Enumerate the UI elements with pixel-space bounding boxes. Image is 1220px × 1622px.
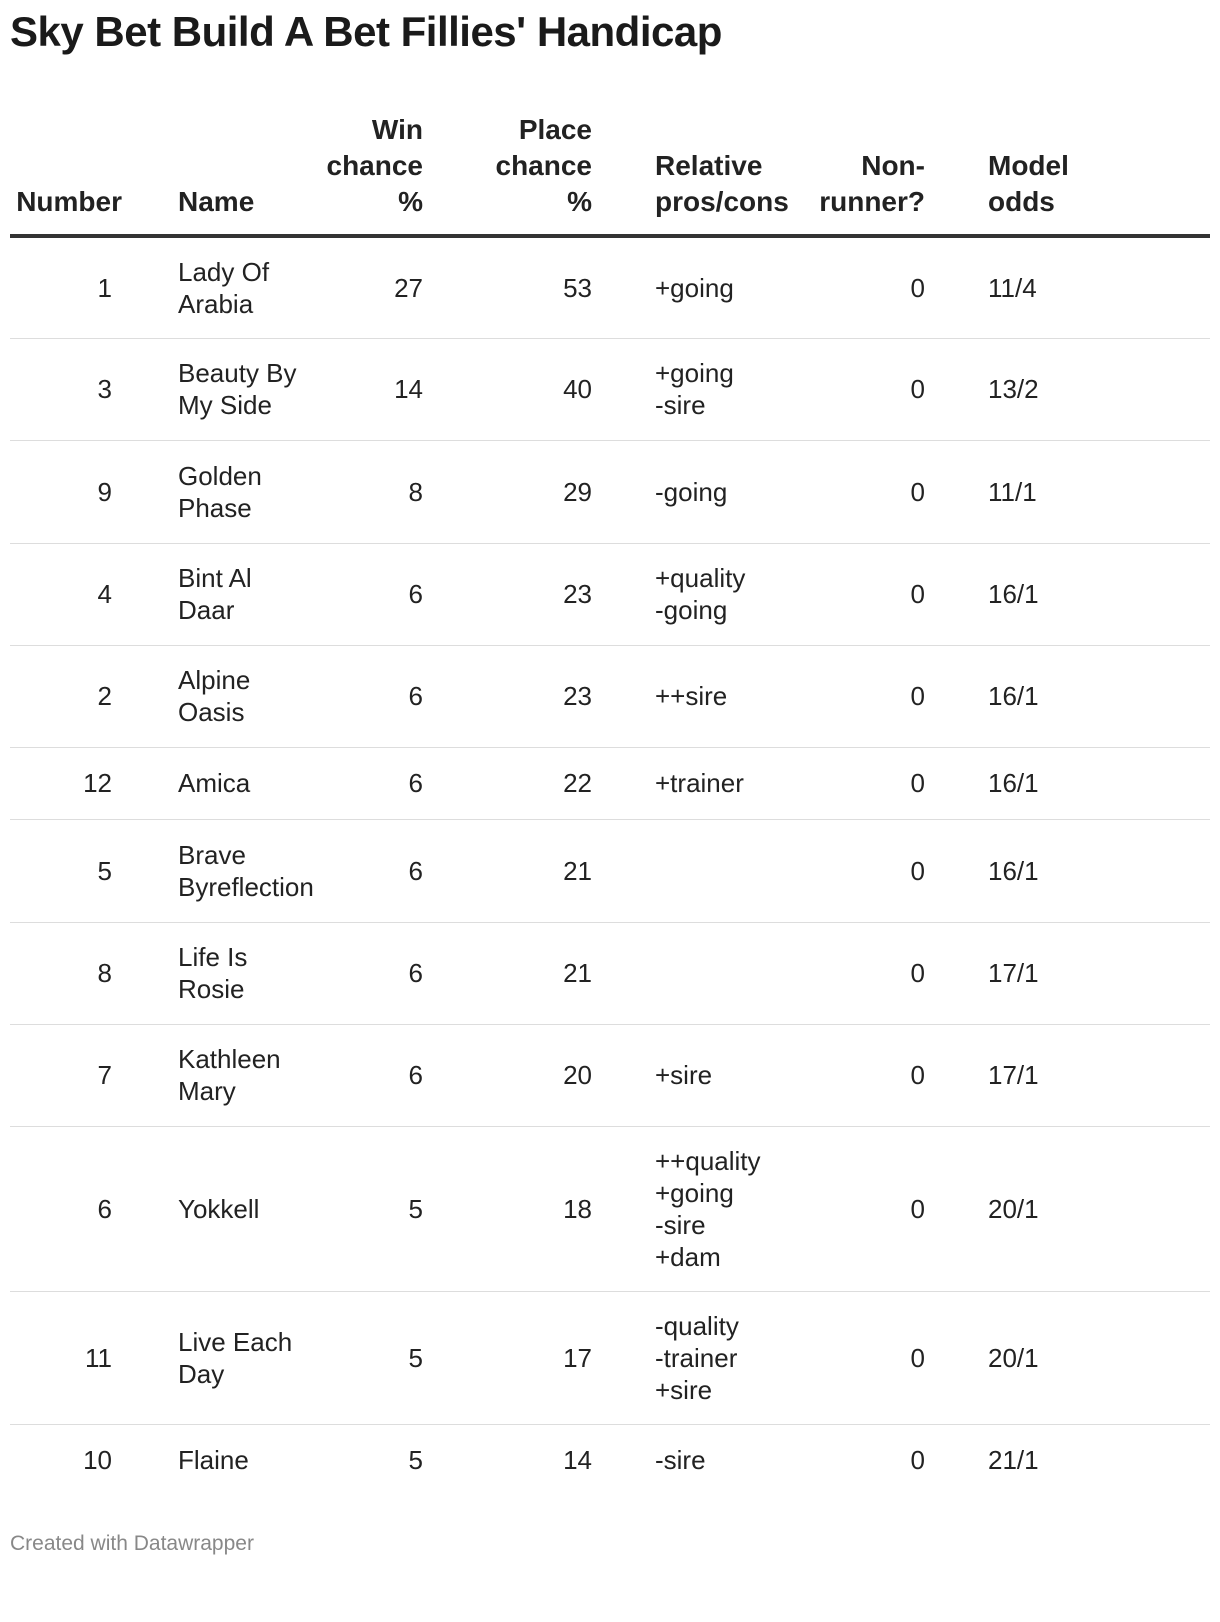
column-header-line: Name	[178, 186, 255, 217]
cell-number: 12	[10, 747, 122, 819]
cell-nonrunner: 0	[780, 1126, 925, 1291]
cell-relative	[592, 1126, 780, 1291]
column-header-line: Model	[988, 150, 1069, 181]
cell-nonrunner: 0	[780, 440, 925, 543]
cell-odds: 13/2	[925, 338, 1210, 440]
column-header-number	[10, 112, 122, 236]
table-row	[10, 1424, 1210, 1496]
cell-number: 10	[83, 1445, 112, 1476]
cell-relative	[592, 1024, 780, 1126]
cell-nonrunner: 0	[780, 819, 925, 922]
cell-line: +trainer	[655, 768, 744, 798]
column-header-place	[423, 112, 592, 236]
cell-nonrunner: 0	[780, 338, 925, 440]
cell-line: Alpine	[178, 665, 251, 695]
column-header-win	[300, 112, 423, 236]
cell-name	[122, 236, 300, 338]
cell-win: 8	[300, 440, 423, 543]
cell-name	[122, 1424, 300, 1496]
cell-relative	[592, 645, 780, 747]
cell-line: Amica	[178, 768, 251, 798]
cell-number: 6	[10, 1126, 122, 1291]
cell-line: +dam	[655, 1241, 721, 1272]
cell-relative	[592, 747, 780, 819]
cell-line: Rosie	[178, 974, 245, 1004]
cell-number: 7	[10, 1024, 122, 1126]
column-header-line: Non-	[861, 150, 925, 181]
cell-line: Flaine	[178, 1445, 249, 1476]
cell-number: 5	[10, 819, 122, 922]
table-row	[10, 1126, 1210, 1291]
cell-name	[122, 1024, 300, 1126]
cell-place: 21	[423, 819, 592, 922]
cell-line: +going	[655, 272, 734, 303]
footer-credit: Created with Datawrapper	[10, 1532, 254, 1555]
cell-name	[122, 1291, 300, 1424]
cell-place: 18	[423, 1126, 592, 1291]
cell-line: Oasis	[178, 697, 245, 727]
cell-name	[122, 819, 314, 922]
cell-number: 3	[10, 338, 122, 440]
cell-number: 11	[10, 1291, 122, 1424]
cell-name	[122, 440, 300, 543]
cell-line: -going	[655, 595, 728, 625]
cell-line: +sire	[655, 1060, 713, 1090]
cell-line: Bint Al Daar	[178, 563, 252, 625]
cell-nonrunner: 0	[780, 543, 925, 645]
cell-win: 5	[300, 1126, 423, 1291]
cell-odds: 20/1	[925, 1291, 1210, 1424]
column-header-line: odds	[988, 186, 1055, 217]
cell-win: 6	[300, 645, 423, 747]
header-row	[10, 112, 1210, 236]
cell-line: -sire	[655, 1445, 706, 1476]
cell-relative	[592, 1291, 780, 1424]
column-header-odds	[925, 112, 1210, 236]
table-row	[10, 338, 1210, 440]
cell-nonrunner: 0	[780, 747, 925, 819]
cell-odds: 17/1	[925, 922, 1210, 1024]
cell-nonrunner: 0	[780, 645, 925, 747]
cell-line: ++quality	[655, 1145, 761, 1176]
cell-line: My Side	[178, 390, 272, 420]
cell-line: +going	[655, 358, 734, 388]
cell-line: -going	[655, 476, 728, 507]
column-header-line: Place	[518, 114, 592, 145]
cell-place: 40	[423, 338, 592, 440]
cell-place: 17	[423, 1291, 592, 1424]
cell-nonrunner: 0	[780, 1291, 925, 1424]
table-row	[10, 1291, 1210, 1424]
column-header-line: Win	[371, 114, 423, 145]
cell-odds: 17/1	[925, 1024, 1210, 1126]
cell-line: Arabia	[178, 288, 254, 319]
cell-line: -sire	[655, 390, 706, 420]
column-header-nonrunner	[780, 112, 925, 236]
column-header-line: Number	[16, 186, 122, 217]
table-row	[10, 440, 1210, 543]
cell-name	[122, 543, 300, 645]
column-header-line: runner?	[819, 186, 925, 217]
cell-odds: 11/1	[925, 440, 1210, 543]
cell-place: 29	[423, 440, 592, 543]
runners-table	[10, 112, 1210, 1496]
cell-name	[122, 645, 300, 747]
column-header-line: %	[398, 186, 423, 217]
cell-name	[122, 922, 300, 1024]
cell-line: Live Each	[178, 1326, 293, 1357]
column-header-line: pros/cons	[655, 186, 789, 217]
column-header-name	[122, 112, 300, 236]
table-header	[10, 112, 1210, 236]
cell-relative	[592, 922, 780, 1024]
table-row	[10, 922, 1210, 1024]
cell-place: 53	[423, 236, 592, 338]
table-row	[10, 1024, 1210, 1126]
cell-line: +sire	[655, 1374, 713, 1405]
cell-line: +quality	[655, 563, 746, 593]
cell-odds: 20/1	[925, 1126, 1210, 1291]
cell-nonrunner: 0	[910, 1445, 925, 1476]
cell-relative	[592, 1424, 780, 1496]
cell-odds: 16/1	[925, 747, 1210, 819]
cell-win: 14	[300, 338, 423, 440]
cell-line: Day	[178, 1358, 225, 1389]
cell-place: 22	[423, 747, 592, 819]
cell-name	[122, 1126, 300, 1291]
column-header-line: Relative	[655, 150, 763, 181]
column-header-relative	[592, 112, 789, 236]
table-row	[10, 543, 1210, 645]
cell-place: 20	[423, 1024, 592, 1126]
cell-nonrunner: 0	[780, 922, 925, 1024]
cell-win: 6	[300, 747, 423, 819]
cell-number: 1	[10, 236, 122, 338]
cell-line: -quality	[655, 1310, 739, 1341]
cell-odds: 16/1	[925, 543, 1210, 645]
table-row	[10, 645, 1210, 747]
cell-line: Life Is	[178, 942, 248, 972]
cell-relative	[592, 819, 780, 922]
cell-number: 9	[10, 440, 122, 543]
cell-line: -sire	[655, 1209, 706, 1240]
cell-relative	[592, 236, 780, 338]
cell-odds: 16/1	[925, 819, 1210, 922]
cell-win: 6	[300, 1024, 423, 1126]
cell-odds: 11/4	[925, 236, 1210, 338]
table-body	[10, 236, 1210, 1496]
cell-line: Kathleen	[178, 1044, 281, 1074]
cell-line: Beauty By	[178, 358, 297, 388]
cell-odds: 16/1	[925, 645, 1210, 747]
cell-name	[122, 338, 300, 440]
chart-title: Sky Bet Build A Bet Fillies' Handicap	[10, 8, 722, 55]
cell-relative	[592, 543, 780, 645]
cell-line: +going	[655, 1177, 734, 1208]
cell-line: Byreflection	[178, 871, 314, 902]
cell-win: 5	[300, 1291, 423, 1424]
cell-line: ++sire	[655, 681, 728, 711]
table-row	[10, 747, 1210, 819]
cell-place: 14	[563, 1445, 592, 1476]
column-header-line: chance	[326, 150, 423, 181]
cell-line: Mary	[178, 1076, 236, 1106]
cell-relative	[592, 440, 780, 543]
cell-relative	[592, 338, 780, 440]
cell-nonrunner: 0	[780, 236, 925, 338]
cell-line: Lady Of	[178, 256, 270, 287]
cell-nonrunner: 0	[780, 1024, 925, 1126]
cell-line: Brave	[178, 839, 246, 870]
cell-odds: 21/1	[988, 1445, 1039, 1476]
table-row	[10, 236, 1210, 338]
cell-win: 5	[408, 1445, 423, 1476]
cell-win: 6	[300, 819, 423, 922]
cell-name	[122, 747, 300, 819]
cell-number: 4	[10, 543, 122, 645]
cell-line: Golden	[178, 460, 262, 491]
cell-win: 6	[300, 922, 423, 1024]
cell-place: 23	[423, 645, 592, 747]
cell-number: 8	[10, 922, 122, 1024]
cell-win: 27	[300, 236, 423, 338]
cell-win: 6	[300, 543, 423, 645]
table-row	[10, 819, 1210, 922]
column-header-line: chance	[495, 150, 592, 181]
column-header-line: %	[567, 186, 592, 217]
cell-place: 21	[423, 922, 592, 1024]
cell-place: 23	[423, 543, 592, 645]
cell-line: -trainer	[655, 1342, 738, 1373]
cell-number: 2	[10, 645, 122, 747]
cell-line: Yokkell	[178, 1193, 260, 1224]
cell-line: Phase	[178, 492, 252, 523]
